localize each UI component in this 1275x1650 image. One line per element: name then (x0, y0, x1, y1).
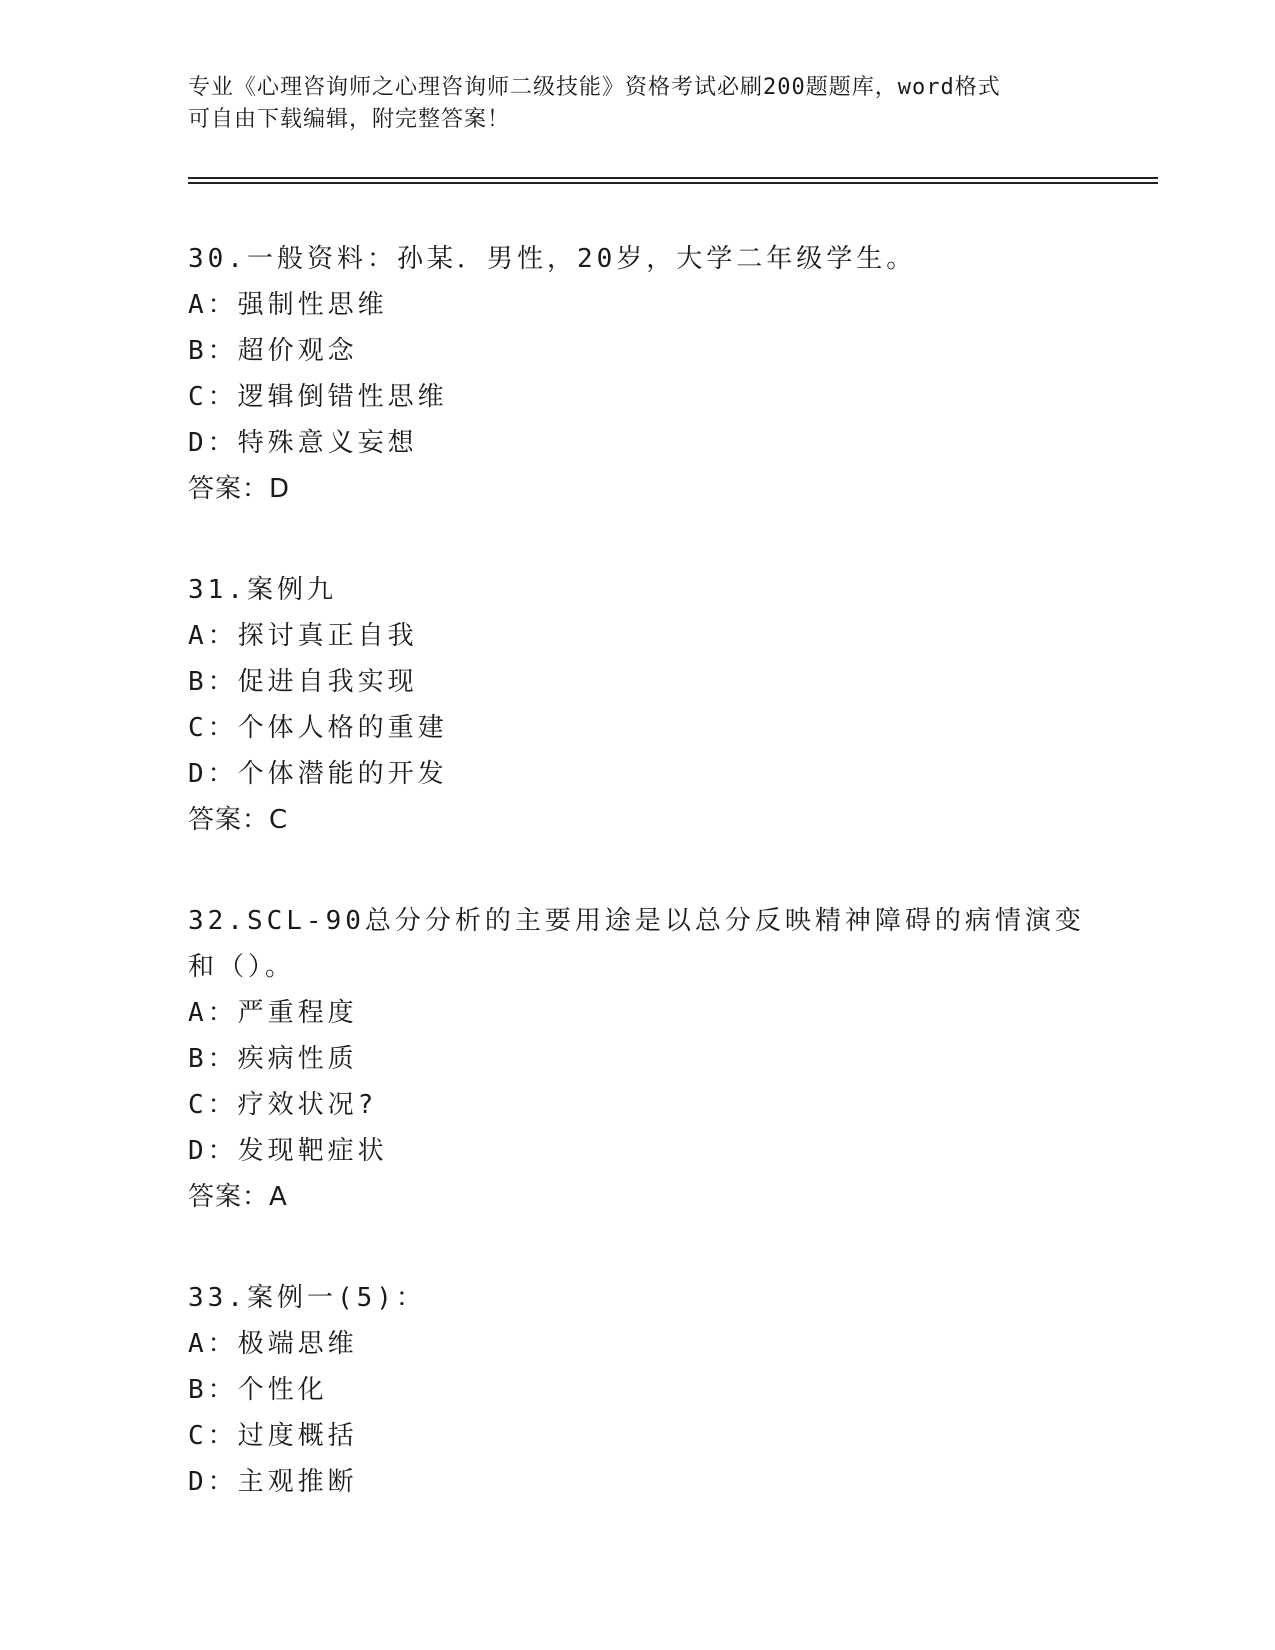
option-b: B：个性化 (188, 1375, 328, 1405)
question-stem: 31.案例九 (188, 575, 337, 605)
question-stem: 30.一般资料：孙某．男性，20岁，大学二年级学生。 (188, 244, 917, 274)
question-stem: 32.SCL-90总分分析的主要用途是以总分反映精神障碍的病情演变和（）。 (188, 906, 1085, 982)
option-a: A：探讨真正自我 (188, 621, 418, 651)
header-line-1: 专业《心理咨询师之心理咨询师二级技能》资格考试必刷200题题库，word格式 (188, 75, 1001, 100)
option-c: C：疗效状况? (188, 1090, 378, 1120)
question-32 (188, 898, 1108, 1220)
question-33 (188, 1275, 1108, 1505)
answer-line: 答案：D (188, 474, 291, 504)
option-d: D：特殊意义妄想 (188, 428, 418, 458)
option-d: D：主观推断 (188, 1467, 358, 1497)
option-b: B：超价观念 (188, 336, 358, 366)
header-line-2: 可自由下载编辑，附完整答案！ (188, 107, 511, 132)
option-c: C：逻辑倒错性思维 (188, 382, 448, 412)
header-divider-bottom (188, 182, 1158, 184)
option-a: A：强制性思维 (188, 290, 388, 320)
option-d: D：发现靶症状 (188, 1136, 388, 1166)
question-30 (188, 236, 1108, 512)
question-list (188, 236, 1108, 1560)
option-c: C：个体人格的重建 (188, 713, 448, 743)
answer-line: 答案：A (188, 1182, 288, 1212)
option-a: A：极端思维 (188, 1329, 358, 1359)
question-31 (188, 567, 1108, 843)
option-b: B：疾病性质 (188, 1044, 358, 1074)
option-d: D：个体潜能的开发 (188, 759, 448, 789)
question-stem: 33.案例一(5)： (188, 1283, 426, 1313)
answer-line: 答案：C (188, 805, 289, 835)
document-header (188, 72, 1088, 136)
header-divider-top (188, 177, 1158, 179)
option-a: A：严重程度 (188, 998, 358, 1028)
option-c: C：过度概括 (188, 1421, 358, 1451)
option-b: B：促进自我实现 (188, 667, 418, 697)
